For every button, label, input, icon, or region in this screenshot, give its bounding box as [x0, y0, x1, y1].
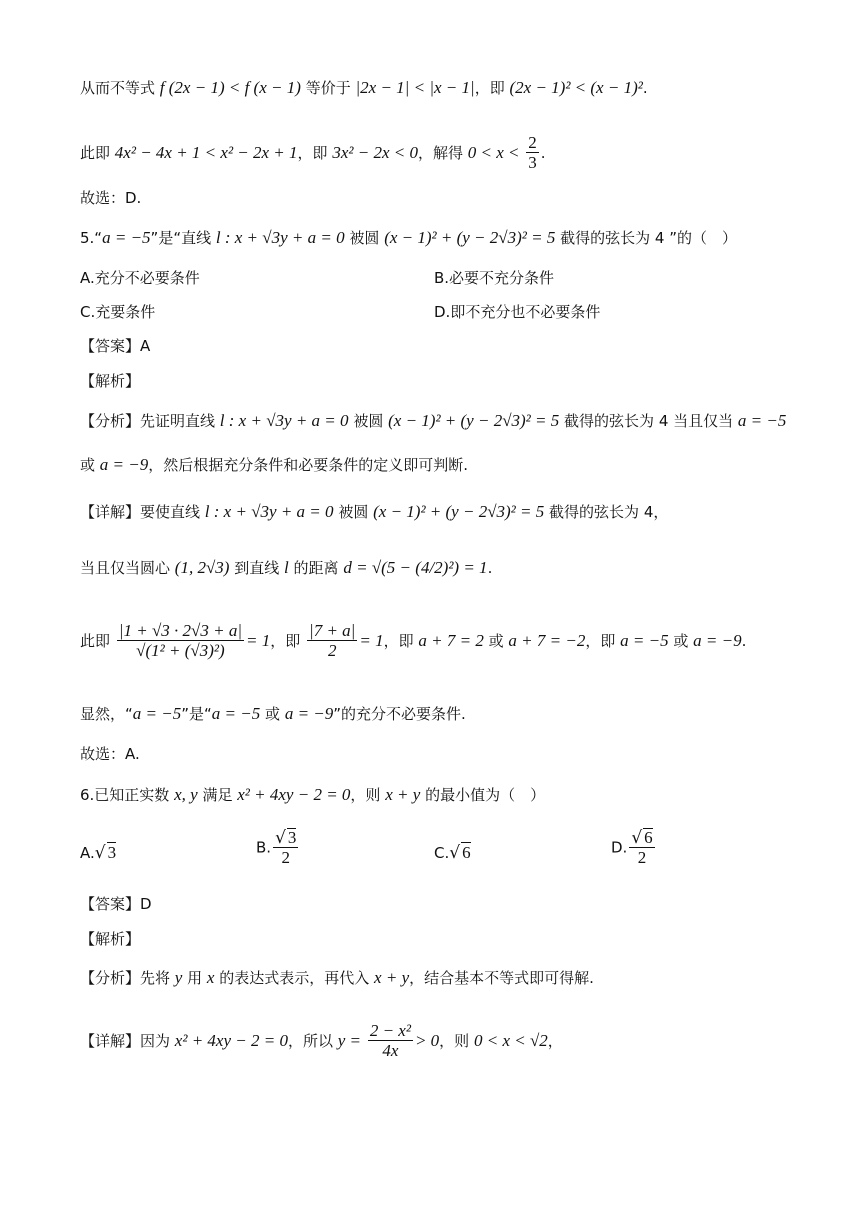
denominator: 2: [281, 848, 290, 867]
numerator: [629, 828, 654, 848]
text: .: [741, 632, 747, 650]
math-expression: y: [174, 968, 183, 987]
radicand: 6: [644, 828, 653, 847]
math-expression: x² + 4xy − 2 = 0: [174, 1031, 288, 1050]
option-label: C.: [434, 844, 450, 862]
option-label: A.: [80, 844, 95, 862]
numerator: 2 − x²: [369, 1021, 411, 1040]
text: ”的充分不必要条件.: [333, 705, 466, 723]
text: 或: [488, 632, 504, 650]
text: 5.“: [80, 229, 103, 247]
math-expression: x, y: [174, 785, 198, 804]
text: 从而不等式: [80, 79, 156, 97]
fraction-distance: [117, 622, 244, 661]
math-expression: a + 7 = −2: [508, 631, 586, 650]
math-expression: = 1: [359, 631, 384, 650]
text: ”是“: [181, 705, 212, 723]
text: .: [642, 79, 648, 97]
option-d[interactable]: [611, 828, 657, 868]
math-expression: x + y: [385, 785, 421, 804]
text: 的距离: [293, 559, 339, 577]
math-expression: 4x² − 4x + 1 < x² − 2x + 1: [114, 143, 298, 162]
fraction: [629, 828, 654, 868]
math-expression: a = −9: [284, 704, 334, 723]
numerator: [273, 828, 298, 848]
text: 满足: [202, 786, 233, 804]
math-expression: l : x + √3y + a = 0: [215, 228, 345, 247]
text: 等价于: [305, 79, 351, 97]
math-expression: a = −9: [99, 455, 149, 474]
math-expression: l : x + √3y + a = 0: [219, 411, 349, 430]
detail-line-2: [80, 558, 492, 578]
detail-line-1: [80, 502, 668, 522]
answer-choice-line: 故选：A.: [80, 745, 140, 763]
text: ，然后根据充分条件和必要条件的定义即可判断.: [148, 456, 469, 474]
math-expression: (2x − 1)² < (x − 1)²: [509, 78, 643, 97]
sqrt-icon: √: [449, 843, 461, 863]
math-expression: a = −5: [620, 631, 669, 650]
math-expression: l : x + √3y + a = 0: [204, 502, 334, 521]
text: .: [540, 144, 546, 162]
text: 6.已知正实数: [80, 786, 170, 804]
radicand: 3: [107, 843, 117, 862]
math-expression: (1, 2√3): [174, 558, 230, 577]
option-c[interactable]: C.充要条件: [80, 303, 156, 321]
denominator: 2: [327, 641, 337, 660]
text: 截得的弦长为 4，: [549, 503, 669, 521]
text: ，则: [350, 786, 381, 804]
option-a[interactable]: A.充分不必要条件: [80, 269, 200, 287]
sqrt-icon: √: [275, 828, 286, 848]
denominator: √(1² + (√3)²): [136, 641, 225, 660]
denominator: 2: [637, 848, 647, 867]
answer-label: 【答案】D: [80, 895, 152, 913]
text: 当且仅当圆心: [80, 559, 171, 577]
denominator: 4x: [382, 1041, 399, 1060]
numerator: 2: [528, 133, 537, 152]
math-expression: x: [206, 968, 215, 987]
text: ，即: [474, 79, 505, 97]
analysis-label: 【解析】: [80, 930, 141, 948]
solution-line-solve: [80, 134, 546, 173]
math-expression: 0 < x < √2: [473, 1031, 548, 1050]
text: ，: [547, 1032, 563, 1050]
math-expression: d = √(5 − (4/2)²) = 1: [343, 558, 488, 577]
math-expression: = 1: [246, 631, 271, 650]
option-b[interactable]: [256, 828, 300, 868]
math-expression: a = −5: [132, 704, 182, 723]
math-expression: y =: [337, 1031, 362, 1050]
math-expression: a = −5: [102, 228, 151, 247]
math-expression: |2x − 1| < |x − 1|: [355, 78, 475, 97]
analysis-line: [80, 968, 594, 988]
text: 或: [80, 456, 96, 474]
fraction-simplified: [307, 622, 357, 661]
question-6-stem: [80, 785, 545, 805]
math-expression: (x − 1)² + (y − 2√3)² = 5: [373, 502, 545, 521]
text: 被圆: [353, 412, 384, 430]
sqrt-icon: √: [631, 828, 643, 848]
option-a[interactable]: [80, 842, 116, 863]
math-expression: (x − 1)² + (y − 2√3)² = 5: [384, 228, 556, 247]
text: ，解得: [417, 144, 463, 162]
math-expression: l: [284, 558, 289, 577]
math-expression: f (2x − 1) < f (x − 1): [159, 78, 301, 97]
question-5-stem: [80, 228, 737, 248]
text: ，所以: [287, 1032, 333, 1050]
detail-line: [80, 1022, 563, 1061]
text: 【分析】先证明直线: [80, 412, 216, 430]
answer-choice-line: 故选：D.: [80, 189, 142, 207]
math-expression: x² + 4xy − 2 = 0: [237, 785, 351, 804]
fraction: [273, 828, 298, 868]
option-b[interactable]: B.必要不充分条件: [434, 269, 555, 287]
text: 【详解】因为: [80, 1032, 171, 1050]
numerator: |1 + √3 · 2√3 + a|: [118, 621, 242, 640]
math-expression: 3x² − 2x < 0: [332, 143, 418, 162]
option-d[interactable]: D.即不充分也不必要条件: [434, 303, 601, 321]
text: ，即: [270, 632, 301, 650]
text: 显然，“: [80, 705, 133, 723]
math-expression: 0 < x <: [467, 143, 520, 162]
analysis-line-1: [80, 411, 786, 431]
option-label: B.: [256, 838, 272, 857]
text: 【详解】要使直线: [80, 503, 201, 521]
text: 【分析】先将: [80, 969, 171, 987]
text: .: [487, 559, 493, 577]
text: 截得的弦长为 4 当且仅当: [564, 412, 734, 430]
text: ，则: [439, 1032, 470, 1050]
text: ，即: [297, 144, 328, 162]
text: 或: [673, 632, 689, 650]
math-expression: a + 7 = 2: [418, 631, 484, 650]
option-c[interactable]: [434, 842, 471, 863]
radicand: 6: [462, 843, 471, 862]
text: 被圆: [338, 503, 369, 521]
text: 此即: [80, 632, 111, 650]
text: ，即: [585, 632, 616, 650]
text: ，即: [383, 632, 414, 650]
math-expression: a = −9: [693, 631, 742, 650]
text: 的表达式表示，再代入: [219, 969, 370, 987]
detail-line-3: [80, 622, 746, 661]
math-expression: (x − 1)² + (y − 2√3)² = 5: [388, 411, 560, 430]
numerator: |7 + a|: [309, 621, 356, 640]
math-expression: x + y: [374, 968, 410, 987]
text: 的最小值为（ ）: [425, 786, 546, 804]
text: 被圆: [349, 229, 380, 247]
text: 或: [265, 705, 281, 723]
text: 到直线: [234, 559, 280, 577]
answer-label: 【答案】A: [80, 337, 151, 355]
text: 截得的弦长为 4 ”的（ ）: [560, 229, 737, 247]
text: ”是“直线: [150, 229, 212, 247]
solution-line-inequality: [80, 78, 648, 98]
fraction: [368, 1022, 413, 1061]
math-expression: a = −5: [211, 704, 261, 723]
math-expression: > 0: [414, 1031, 440, 1050]
sqrt-icon: √: [94, 843, 106, 863]
option-label: D.: [611, 838, 628, 857]
radicand: 3: [287, 828, 297, 847]
text: ，结合基本不等式即可得解.: [409, 969, 594, 987]
text: 用: [187, 969, 203, 987]
analysis-line-2: [80, 455, 468, 475]
math-expression: a = −5: [737, 411, 787, 430]
text: 此即: [80, 144, 111, 162]
conclusion-line: [80, 704, 466, 724]
analysis-label: 【解析】: [80, 372, 141, 390]
denominator: 3: [528, 153, 537, 172]
fraction: [526, 134, 539, 173]
